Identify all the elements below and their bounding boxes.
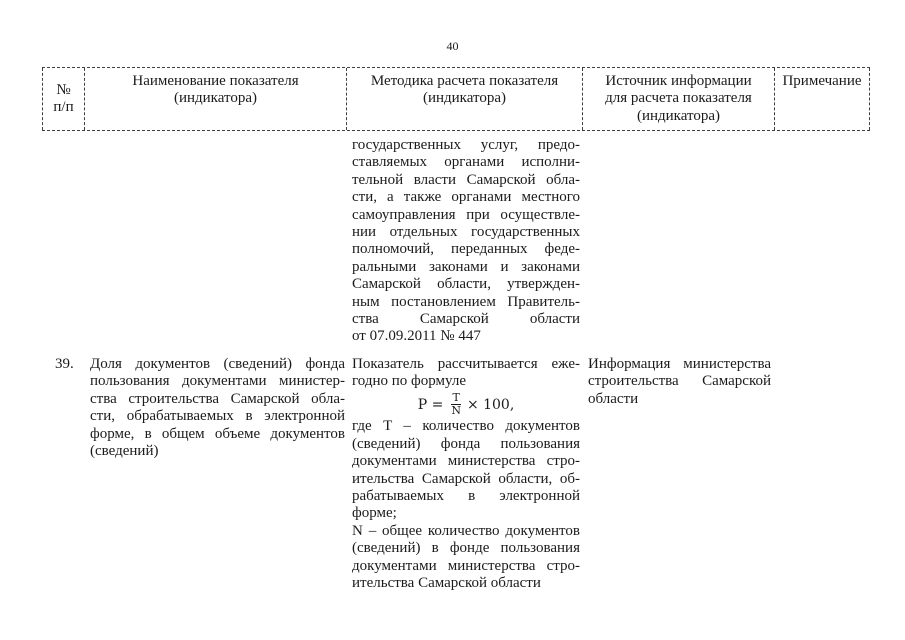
text-line: (сведений) bbox=[90, 442, 159, 459]
text-line: документами министерства стро- bbox=[352, 453, 580, 470]
text-line: документами министерства стро- bbox=[352, 557, 580, 574]
text-line: годно по формуле bbox=[352, 373, 467, 390]
formula-numerator: T bbox=[452, 391, 460, 405]
text-line: ства Самарской области bbox=[352, 310, 580, 327]
text-line: N – общее количество документов bbox=[352, 522, 580, 539]
text-line: пользования документами министер- bbox=[90, 373, 345, 390]
header-line: № bbox=[56, 81, 71, 98]
text-line: форме, в общем объеме документов bbox=[90, 425, 345, 442]
text-line: форме; bbox=[352, 505, 397, 522]
text-line: от 07.09.2011 № 447 bbox=[352, 328, 481, 345]
header-line: Наименование показателя bbox=[132, 73, 299, 89]
table-row bbox=[0, 356, 905, 596]
text-line: строительства Самарской bbox=[588, 373, 771, 390]
header-line: (индикатора) bbox=[422, 90, 507, 107]
methodology-continuation bbox=[352, 137, 580, 346]
text-line: ительства Самарской области bbox=[352, 574, 541, 591]
text-line: ства строительства Самарской обла- bbox=[90, 390, 345, 407]
formula bbox=[352, 391, 580, 419]
text-line: тельной власти Самарской обла- bbox=[352, 171, 580, 188]
row-number: 39. bbox=[55, 356, 74, 372]
indicator-name-cell bbox=[90, 356, 345, 460]
text-line: ставляемых органами исполни- bbox=[352, 154, 580, 171]
formula-lhs: P = bbox=[417, 396, 444, 413]
text-line: самоуправления при осуществле- bbox=[352, 206, 580, 223]
text-line: сти, обрабатываемых в электронной bbox=[90, 408, 345, 425]
text-line: области bbox=[588, 390, 639, 407]
text-line: ным постановлением Правитель- bbox=[352, 293, 580, 310]
text-line: Информация министерства bbox=[588, 356, 771, 372]
text-line: (сведений) фонда пользования bbox=[352, 435, 580, 452]
header-line: Источник информации bbox=[605, 73, 752, 89]
text-line: где T – количество документов bbox=[352, 418, 580, 435]
text-line: рабатываемых в электронной bbox=[352, 487, 580, 504]
text-line: нии отдельных государственных bbox=[352, 223, 580, 240]
formula-fraction bbox=[450, 392, 462, 417]
header-line: п/п bbox=[53, 99, 74, 115]
text-line: полномочий, переданных феде- bbox=[352, 241, 580, 258]
header-line: Методика расчета показателя bbox=[370, 73, 559, 89]
header-line: (индикатора) bbox=[173, 90, 258, 107]
header-cell-note bbox=[775, 68, 870, 130]
table-header bbox=[42, 67, 870, 131]
formula-denominator: N bbox=[451, 404, 461, 418]
header-line: для расчета показателя bbox=[605, 90, 752, 107]
text-line: (сведений) в фонде пользования bbox=[352, 540, 580, 557]
text-line: Доля документов (сведений) фонда bbox=[90, 356, 345, 372]
text-line: сти, а также органами местного bbox=[352, 189, 580, 206]
text-line: Самарской области, утвержден- bbox=[352, 276, 580, 293]
source-cell bbox=[588, 356, 771, 408]
text-line: ральными законами и законами bbox=[352, 258, 580, 275]
methodology-cell bbox=[352, 356, 580, 592]
header-cell-indicator-name bbox=[85, 68, 347, 130]
text-line: Показатель рассчитывается еже- bbox=[352, 356, 580, 372]
header-line: (индикатора) bbox=[636, 107, 721, 124]
formula-rhs: × 100, bbox=[466, 396, 515, 413]
text-line: государственных услуг, предо- bbox=[352, 137, 580, 153]
header-cell-methodology bbox=[347, 68, 583, 130]
text-line: ительства Самарской области, об- bbox=[352, 470, 580, 487]
header-cell-number bbox=[42, 68, 85, 130]
page-number: 40 bbox=[446, 39, 459, 53]
header-cell-source bbox=[583, 68, 775, 130]
header-line: Примечание bbox=[782, 73, 862, 89]
